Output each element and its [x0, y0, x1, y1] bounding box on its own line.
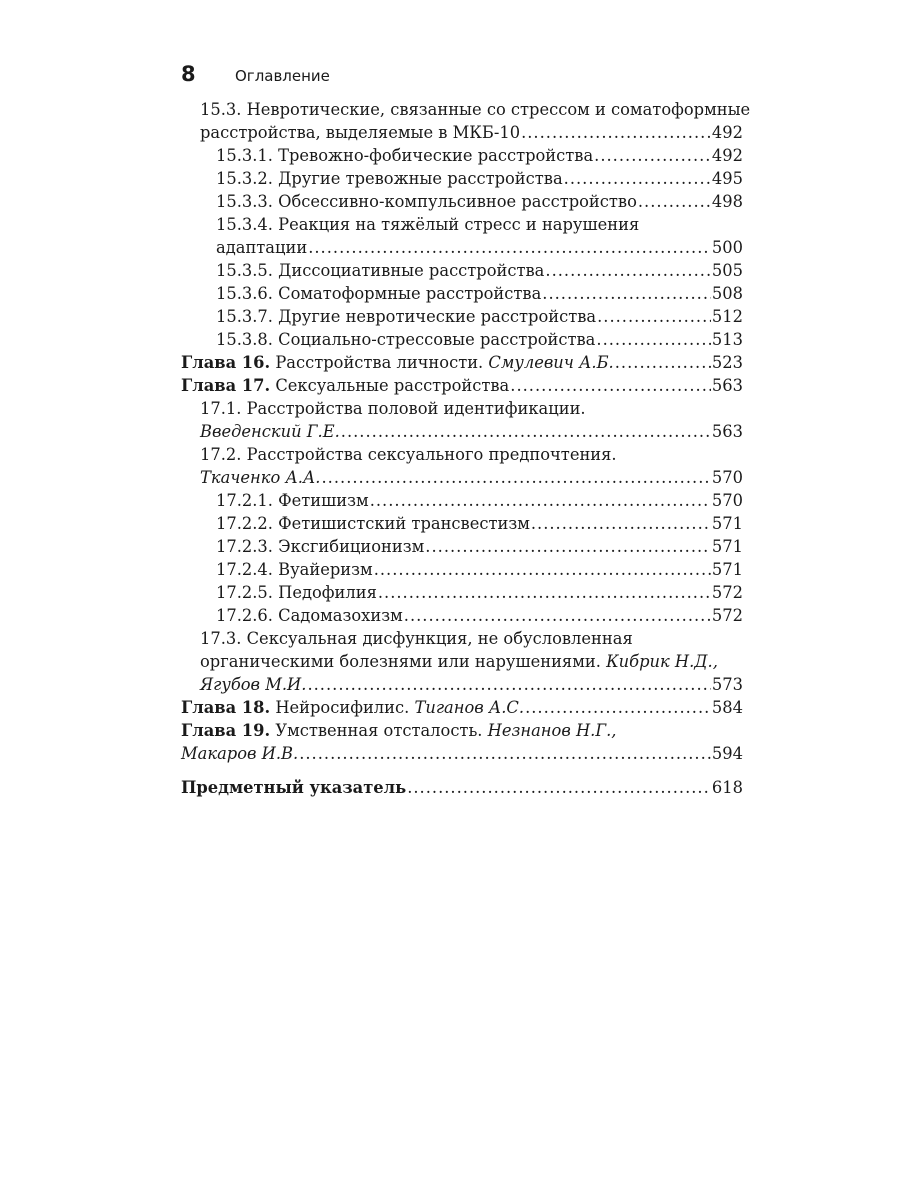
toc-author: Смулевич А.Б.	[488, 353, 614, 372]
toc-page-number: 571	[711, 560, 743, 579]
toc-page-number: 495	[711, 169, 743, 188]
toc-page-number: 570	[711, 468, 743, 487]
toc-author: Макаров И.В.	[181, 744, 299, 763]
toc-entry-chapter-19[interactable]	[181, 719, 743, 765]
dot-leader	[299, 742, 711, 765]
toc-page-number: 500	[711, 238, 743, 257]
toc-author: Ягубов М.И.	[200, 675, 307, 694]
toc-entry-17-2-2[interactable]	[181, 512, 743, 535]
toc-entry-title-cont: адаптации	[216, 238, 308, 257]
toc-page-number: 618	[711, 778, 743, 797]
toc-entry-title: 17.3. Сексуальная дисфункция, не обусловленная	[200, 629, 633, 648]
toc-page-number: 492	[711, 146, 743, 165]
toc-page-number: 512	[711, 307, 743, 326]
dot-leader	[341, 420, 711, 443]
toc-entry-title: 17.2.1. Фетишизм	[216, 491, 369, 510]
toc-author: Кибрик Н.Д.,	[606, 652, 718, 671]
toc-entry-title: 17.2.5. Педофилия	[216, 583, 377, 602]
toc-page-number: 508	[711, 284, 743, 303]
toc-page-number: 505	[711, 261, 743, 280]
toc-page-number: 492	[711, 123, 743, 142]
toc-page-number: 498	[711, 192, 743, 211]
toc-page-number: 570	[711, 491, 743, 510]
table-of-contents	[181, 98, 751, 799]
toc-author: Незнанов Н.Г.,	[487, 721, 617, 740]
dot-leader	[531, 512, 711, 535]
toc-entry-title: 15.3.2. Другие тревожные расстройства	[216, 169, 563, 188]
chapter-label: Глава 17.	[181, 376, 271, 395]
toc-entry-15-3-5[interactable]	[181, 259, 743, 282]
dot-leader	[308, 236, 711, 259]
toc-entry-title: 15.3.7. Другие невротические расстройства	[216, 307, 597, 326]
toc-author: Тиганов А.С.	[414, 698, 525, 717]
dot-leader	[594, 144, 711, 167]
chapter-label: Глава 16.	[181, 353, 271, 372]
toc-entry-15-3-7[interactable]	[181, 305, 743, 328]
dot-leader	[521, 121, 711, 144]
chapter-label: Глава 18.	[181, 698, 271, 717]
toc-entry-title-cont: расстройства, выделяемые в МКБ-10	[200, 123, 521, 142]
toc-entry-15-3-1[interactable]	[181, 144, 743, 167]
dot-leader	[307, 673, 710, 696]
dot-leader	[374, 558, 711, 581]
toc-entry-title: 17.2.2. Фетишистский трансвестизм	[216, 514, 530, 533]
toc-entry-17-2-3[interactable]	[181, 535, 743, 558]
toc-entry-title: 15.3.1. Тревожно-фобические расстройства	[216, 146, 594, 165]
page-number: 8	[181, 62, 196, 86]
spacer	[181, 765, 743, 776]
toc-entry-title: 17.2. Расстройства сексуального предпочтения.	[200, 445, 617, 464]
dot-leader	[425, 535, 711, 558]
toc-entry-chapter-16[interactable]	[181, 351, 743, 374]
toc-entry-title-cont: органическими болезнями или нарушениями.	[200, 652, 607, 671]
toc-entry-15-3-8[interactable]	[181, 328, 743, 351]
toc-entry-title: 15.3.4. Реакция на тяжёлый стресс и нарушения	[216, 215, 640, 234]
toc-entry-17-2-5[interactable]	[181, 581, 743, 604]
toc-entry-title: 15.3.6. Соматоформные расстройства	[216, 284, 542, 303]
toc-entry-title: Нейросифилис.	[270, 698, 415, 717]
toc-author: Ткаченко А.А.	[200, 468, 321, 487]
running-title: Оглавление	[235, 67, 330, 85]
toc-entry-title: 15.3. Невротические, связанные со стрессом и соматоформные	[200, 100, 751, 119]
toc-entry-title: 17.2.6. Садомазохизм	[216, 606, 403, 625]
toc-entry-15-3-3[interactable]	[181, 190, 743, 213]
dot-leader	[322, 466, 711, 489]
dot-leader	[564, 167, 711, 190]
page-header	[181, 62, 330, 86]
toc-entry-15-3[interactable]	[181, 98, 751, 144]
toc-entry-title: 15.3.5. Диссоциативные расстройства	[216, 261, 545, 280]
toc-page-number: 573	[711, 675, 743, 694]
dot-leader	[404, 604, 711, 627]
toc-entry-title: 17.2.3. Эксгибиционизм	[216, 537, 425, 556]
toc-author: Введенский Г.Е.	[200, 422, 340, 441]
toc-entry-title: Умственная отсталость.	[270, 721, 488, 740]
toc-entry-17-2[interactable]	[181, 443, 743, 489]
toc-entry-title: 15.3.8. Социально-стрессовые расстройства	[216, 330, 596, 349]
toc-page-number: 584	[711, 698, 743, 717]
toc-page-number: 594	[711, 744, 743, 763]
dot-leader	[545, 259, 711, 282]
chapter-label: Глава 19.	[181, 721, 271, 740]
toc-entry-chapter-17[interactable]	[181, 374, 743, 397]
toc-entry-17-2-6[interactable]	[181, 604, 743, 627]
toc-entry-title: Сексуальные расстройства	[270, 376, 510, 395]
dot-leader	[510, 374, 711, 397]
toc-entry-title: Предметный указатель	[181, 778, 407, 797]
dot-leader	[638, 190, 711, 213]
toc-entry-15-3-4[interactable]	[181, 213, 743, 259]
toc-page-number: 571	[711, 537, 743, 556]
dot-leader	[596, 328, 711, 351]
toc-page-number: 563	[711, 422, 743, 441]
toc-entry-17-3[interactable]	[181, 627, 743, 696]
dot-leader	[615, 351, 711, 374]
toc-page-number: 571	[711, 514, 743, 533]
toc-page-number: 513	[711, 330, 743, 349]
toc-page-number: 572	[711, 606, 743, 625]
toc-entry-chapter-18[interactable]	[181, 696, 743, 719]
toc-entry-title: 17.1. Расстройства половой идентификации.	[200, 399, 586, 418]
dot-leader	[542, 282, 711, 305]
toc-entry-17-2-1[interactable]	[181, 489, 743, 512]
toc-page-number: 523	[711, 353, 743, 372]
dot-leader	[370, 489, 711, 512]
dot-leader	[525, 696, 711, 719]
toc-entry-15-3-6[interactable]	[181, 282, 743, 305]
toc-page-number: 563	[711, 376, 743, 395]
toc-entry-15-3-2[interactable]	[181, 167, 743, 190]
toc-entry-title: 15.3.3. Обсессивно-компульсивное расстройство	[216, 192, 637, 211]
toc-entry-17-1[interactable]	[181, 397, 743, 443]
dot-leader	[378, 581, 711, 604]
dot-leader	[597, 305, 711, 328]
toc-entry-17-2-4[interactable]	[181, 558, 743, 581]
toc-page-number: 572	[711, 583, 743, 602]
toc-entry-subject-index[interactable]	[181, 776, 743, 799]
toc-entry-title: Расстройства личности.	[270, 353, 489, 372]
toc-entry-title: 17.2.4. Вуайеризм	[216, 560, 373, 579]
dot-leader	[407, 776, 711, 799]
